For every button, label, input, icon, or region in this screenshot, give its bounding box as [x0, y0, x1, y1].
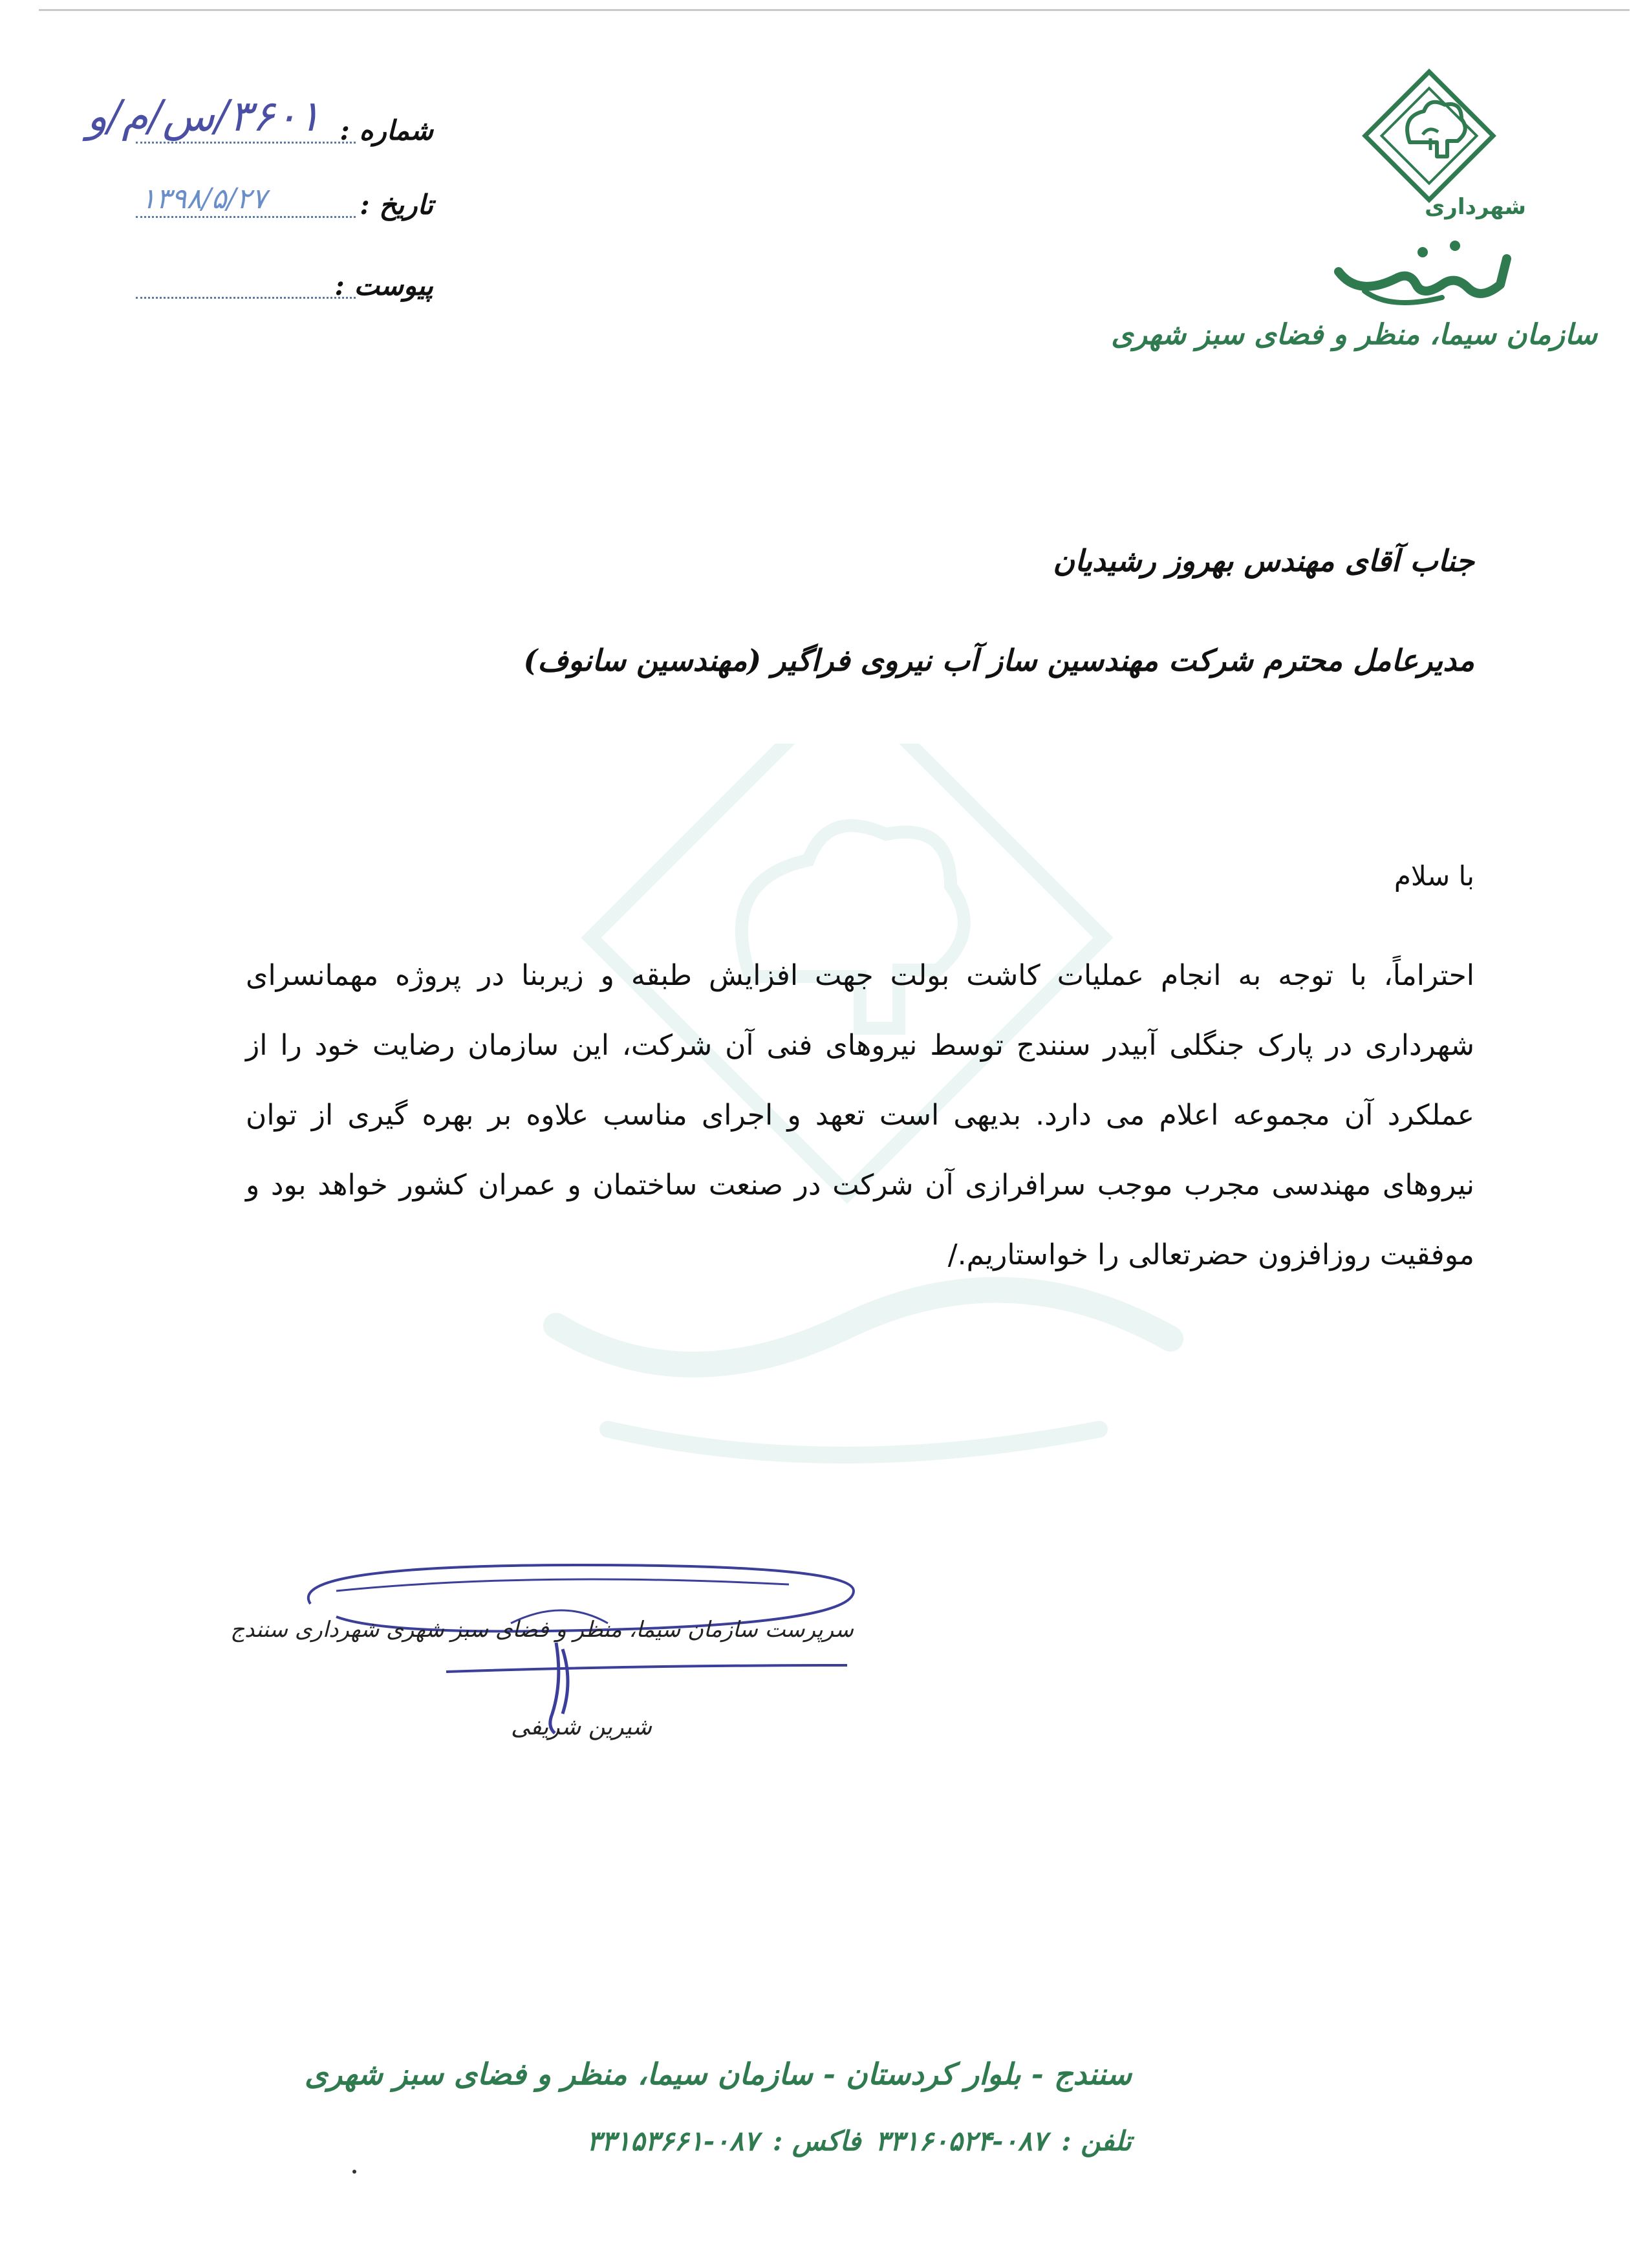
reference-number-value: ۳۶۰۱/س/م/و	[87, 91, 321, 141]
city-logotype-icon	[1326, 226, 1520, 310]
reference-attachment-dotted-line	[136, 297, 356, 299]
scan-speck	[352, 2170, 356, 2174]
municipality-label: شهرداری	[1425, 194, 1526, 220]
addressee	[523, 543, 1474, 678]
signature-block	[230, 1552, 879, 1798]
footer-contact	[485, 2125, 1132, 2157]
organization-name: سازمان سیما، منظر و فضای سبز شهری	[1111, 318, 1597, 351]
reference-number-dotted-line	[136, 142, 356, 144]
footer-phone-value: ۰۸۷-۳۳۱۶۰۵۲۴	[875, 2125, 1048, 2157]
reference-attachment-row	[58, 252, 433, 310]
reference-date-row	[58, 171, 433, 230]
reference-attachment-label: پیوست :	[334, 270, 433, 301]
addressee-name: جناب آقای مهندس بهروز رشیدیان	[1053, 543, 1474, 578]
addressee-position: مدیرعامل محترم شرکت مهندسین ساز آب نیروی فراگیر (مهندسین سانوف)	[523, 643, 1474, 678]
signer-name: شیرین شریفی	[511, 1714, 652, 1740]
letter-footer	[304, 2057, 1132, 2157]
reference-date-dotted-line	[136, 216, 356, 218]
body-paragraph: احتراماً، با توجه به انجام عملیات کاشت بولت جهت افزایش طبقه و زیربنا در پروژه مهمانسرای شهرداری در پارک جنگلی آبیدر سنندج توسط نیروهای فنی آن شرکت، این سازمان رضایت خود را از عملکرد آن مجموعه اعلام می دارد. بدیهی است تعهد و اجرای مناسب علاوه بر بهره گیری از توان نیروهای مهندسی مجرب موجب سرافرازی آن شرکت در صنعت ساختمان و عمران کشور خواهد بود و موفقیت روزافزون حضرتعالی را خواستاریم./	[246, 959, 1474, 1271]
signer-title: سرپرست سازمان سیما، منظر و فضای سبز شهری شهرداری سنندج	[230, 1617, 854, 1643]
footer-phone-label: تلفن :	[1061, 2125, 1132, 2157]
footer-fax-value: ۰۸۷-۳۳۱۵۳۶۶۱	[587, 2125, 759, 2157]
page-top-edge	[39, 9, 1630, 11]
reference-date-label: تاریخ :	[360, 189, 433, 221]
reference-date-value: ۱۳۹۸/۵/۲۷	[140, 182, 267, 215]
reference-number-label: شماره :	[339, 114, 433, 146]
footer-address: سنندج - بلوار کردستان - سازمان سیما، منظر و فضای سبز شهری	[304, 2057, 1132, 2091]
municipality-logo-icon	[1358, 65, 1500, 207]
letterhead	[1111, 65, 1597, 375]
reference-number-row	[58, 91, 433, 155]
greeting: با سلام	[1394, 860, 1474, 892]
footer-fax-label: فاکس :	[772, 2125, 861, 2157]
reference-block	[58, 91, 433, 343]
